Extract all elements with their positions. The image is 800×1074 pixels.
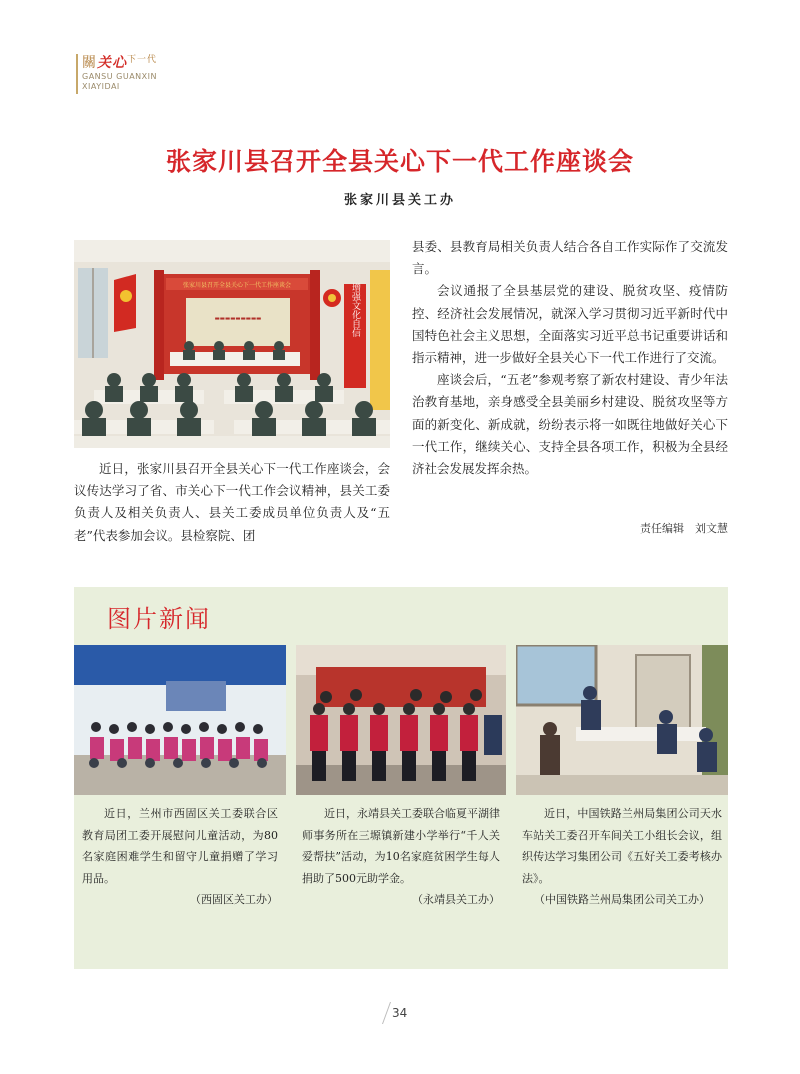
logo-small-text: 下一代 (127, 55, 158, 65)
news-caption-3-text: 近日，中国铁路兰州局集团公司天水车站关工委召开车间关工小组长会议，组织传达学习集团公司《五好关工委考核办法》。 (522, 807, 722, 885)
picture-news-title: 图片新闻 (107, 605, 211, 633)
news-photo-railway (516, 645, 728, 795)
masthead-divider (76, 54, 78, 94)
logo-main-char: 關 (82, 55, 97, 71)
svg-text:▬▬▬▬▬▬▬▬▬: ▬▬▬▬▬▬▬▬▬ (214, 316, 262, 322)
article-paragraph-3: 座谈会后，“五老”参观考察了新农村建设、青少年法治教育基地，亲身感受全县美丽乡村建设、脱贫攻坚等方面的新变化、新成就，纷纷表示将一如既往地做好关心下一代工作，继续关心、支持全县各项工作，积极为全县经济社会发展发挥余热。 (412, 372, 728, 477)
article-paragraph-2: 会议通报了全县基层党的建设、脱贫攻坚、疫情防控、经济社会发展情况，就深入学习贯彻习近平新时代中国特色社会主义思想，全面落实习近平总书记重要讲话和指示精神，进一步做好全县关心下一代工作进行了交流。 (412, 283, 728, 366)
article-title: 张家川县召开全县关心下一代工作座谈会 (165, 147, 634, 176)
article-paragraph-1-continued: 县委、县教育局相关负责人结合各自工作实际作了交流发言。 (412, 239, 728, 277)
news-caption-2-text: 近日，永靖县关工委联合临夏平湖律师事务所在三塬镇新建小学举行“千人关爱帮扶”活动，为10名家庭贫困学生每人捐助了500元助学金。 (302, 807, 500, 885)
logo-english-line1: GANSU GUANXIN (82, 72, 157, 81)
news-caption-3 (516, 803, 728, 911)
magazine-masthead (76, 50, 216, 100)
meeting-photo (74, 240, 390, 448)
news-caption-2-source: （永靖县关工办） (412, 893, 500, 906)
magazine-logo (82, 52, 157, 72)
responsible-editor: 责任编辑 刘文慧 (640, 522, 728, 535)
picture-news-panel (74, 587, 728, 969)
news-photo-xigu (74, 645, 286, 795)
footer-divider (382, 1002, 391, 1024)
news-caption-1 (74, 803, 286, 911)
vertical-slogan: 增强文化自信 (350, 283, 360, 337)
logo-red-text: 关心 (97, 55, 127, 71)
article-byline: 张家川县关工办 (343, 193, 456, 208)
backdrop-banner-text: 张家川县召开全县关心下一代工作座谈会 (182, 282, 292, 289)
news-caption-1-text: 近日，兰州市西固区关工委联合区教育局团工委开展慰问儿童活动，为80名家庭困难学生和留守儿童捐赠了学习用品。 (82, 807, 278, 885)
news-caption-2 (296, 803, 506, 911)
logo-english-line2: XIAYIDAI (82, 82, 120, 91)
article-right-column (412, 236, 728, 480)
news-photo-yongjing (296, 645, 506, 795)
article-left-column (74, 458, 390, 547)
news-caption-3-source: （中国铁路兰州局集团公司关工办） (534, 893, 710, 906)
article-paragraph-1: 近日，张家川县召开全县关心下一代工作座谈会，会议传达学习了省、市关心下一代工作会议精神，县关工委负责人及相关负责人、县关工委成员单位负责人及“五老”代表参加会议。县检察院、团 (74, 461, 390, 543)
page-number: 34 (392, 1006, 408, 1020)
news-caption-1-source: （西固区关工办） (190, 893, 278, 906)
